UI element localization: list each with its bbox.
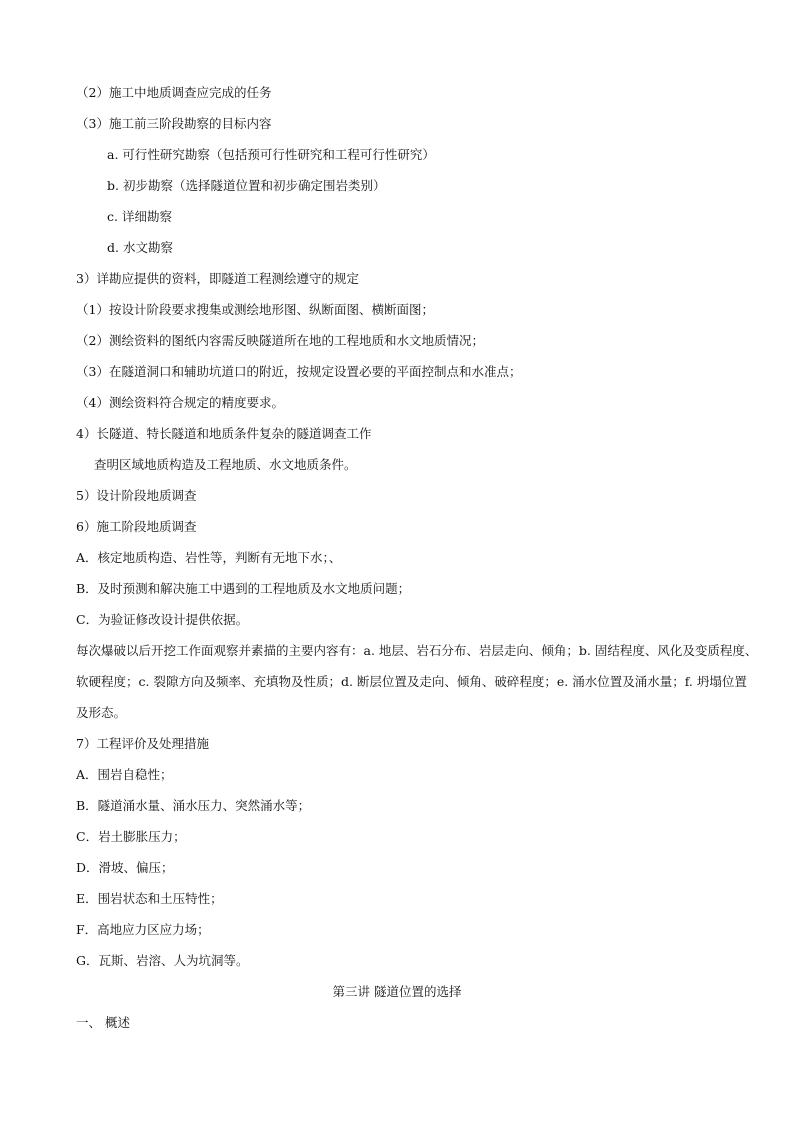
task-item-b: B．及时预测和解决施工中遇到的工程地质及水文地质问题； bbox=[76, 581, 411, 596]
sub-item-c: c. 详细勘察 bbox=[107, 209, 172, 224]
measure-item-c: C．岩土膨胀压力； bbox=[76, 829, 186, 844]
rule-item-3: （3）在隧道洞口和辅助坑道口的附近，按规定设置必要的平面控制点和水准点； bbox=[76, 364, 522, 379]
sub-item-d: d. 水文勘察 bbox=[107, 240, 173, 255]
sub-item-b: b. 初步勘察（选择隧道位置和初步确定围岩类别） bbox=[107, 178, 386, 193]
task-item-c: C．为验证修改设计提供依据。 bbox=[76, 612, 249, 627]
sub-item-a: a. 可行性研究勘察（包括预可行性研究和工程可行性研究） bbox=[107, 147, 435, 162]
heading-6: 6）施工阶段地质调查 bbox=[76, 519, 197, 534]
measure-item-e: E．围岩状态和土压特性； bbox=[76, 891, 223, 906]
measure-item-b: B．隧道涌水量、涌水压力、突然涌水等； bbox=[76, 798, 311, 813]
section-item-2: （2）施工中地质调查应完成的任务 bbox=[76, 85, 272, 100]
chapter-title: 第三讲 隧道位置的选择 bbox=[332, 984, 462, 999]
measure-item-g: G．瓦斯、岩溶、人为坑洞等。 bbox=[76, 953, 249, 968]
observation-paragraph-line-1: 每次爆破以后开挖工作面观察并素描的主要内容有：a. 地层、岩石分布、岩层走向、倾角；b. 固结程度、风化及变质程度、 bbox=[76, 643, 758, 658]
observation-paragraph-line-3: 及形态。 bbox=[76, 705, 127, 720]
section-item-3: （3）施工前三阶段勘察的目标内容 bbox=[76, 116, 272, 131]
heading-7: 7）工程评价及处理措施 bbox=[76, 736, 209, 751]
observation-paragraph-line-2: 软硬程度；c. 裂隙方向及频率、充填物及性质；d. 断层位置及走向、倾角、破碎程度；e. 涌水位置及涌水量；f. 坍塌位置 bbox=[76, 674, 747, 689]
heading-4-body: 查明区域地质构造及工程地质、水文地质条件。 bbox=[94, 457, 357, 472]
section-heading-overview: 一、 概述 bbox=[76, 1015, 130, 1030]
heading-5: 5）设计阶段地质调查 bbox=[76, 488, 197, 503]
task-item-a: A．核定地质构造、岩性等，判断有无地下水；、 bbox=[76, 550, 342, 565]
measure-item-f: F．高地应力区应力场； bbox=[76, 922, 210, 937]
heading-3: 3）详勘应提供的资料，即隧道工程测绘遵守的规定 bbox=[76, 271, 359, 286]
heading-4: 4）长隧道、特长隧道和地质条件复杂的隧道调查工作 bbox=[76, 426, 372, 441]
rule-item-4: （4）测绘资料符合规定的精度要求。 bbox=[76, 395, 284, 410]
measure-item-d: D．滑坡、偏压； bbox=[76, 860, 174, 875]
rule-item-2: （2）测绘资料的图纸内容需反映隧道所在地的工程地质和水文地质情况； bbox=[76, 333, 484, 348]
rule-item-1: （1）按设计阶段要求搜集或测绘地形图、纵断面图、横断面图； bbox=[76, 302, 434, 317]
measure-item-a: A．围岩自稳性； bbox=[76, 767, 173, 782]
